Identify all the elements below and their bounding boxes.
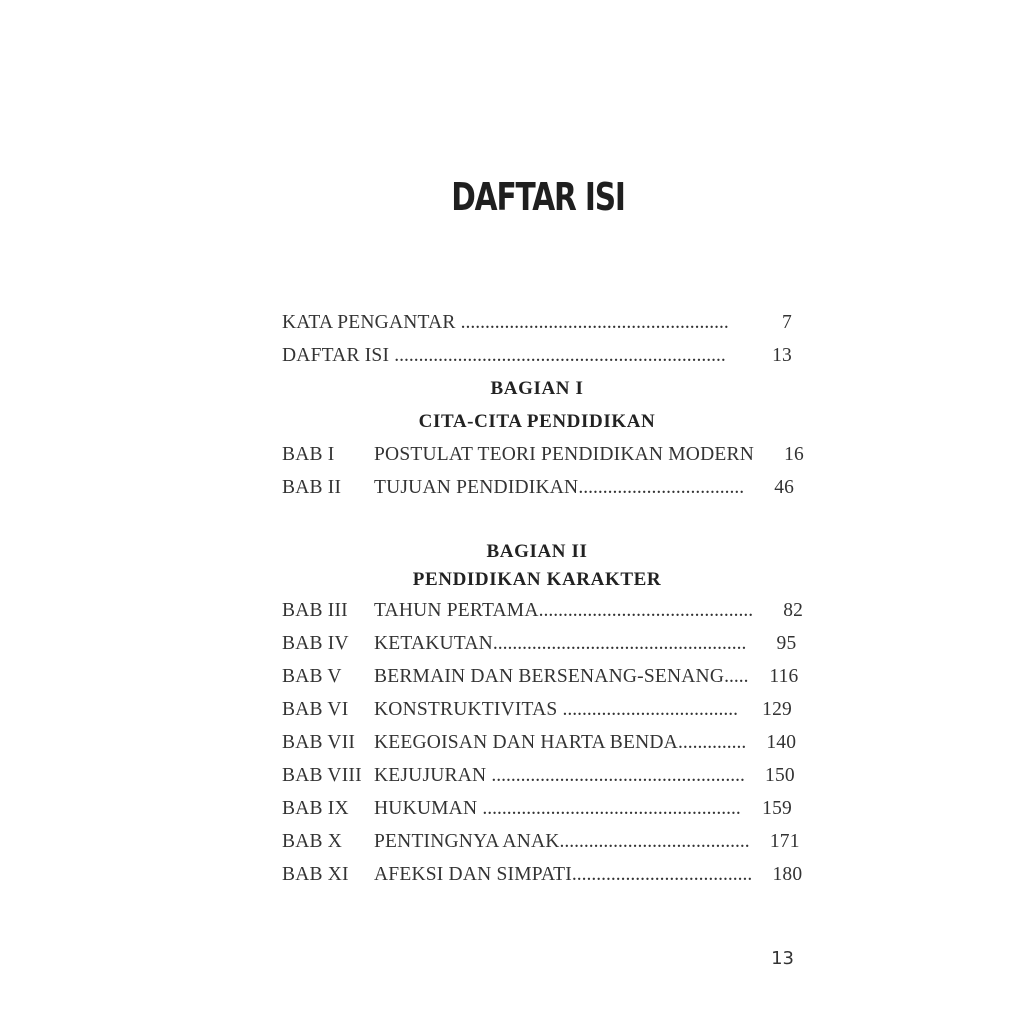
toc-entry-title: HUKUMAN ..................................................... [374, 798, 741, 819]
page-number: 13 [771, 948, 794, 969]
toc-entry-title: KATA PENGANTAR ....................................................... [282, 312, 729, 333]
toc-entry-page: 129 [762, 699, 792, 720]
chapter-number: BAB IV [282, 633, 349, 654]
toc-entry-title: KONSTRUKTIVITAS .................................... [374, 699, 739, 720]
toc-entry-title: AFEKSI DAN SIMPATI..................................... [374, 864, 753, 885]
toc-entry-title: POSTULAT TEORI PENDIDIKAN MODERN [374, 444, 754, 465]
toc-entry-page: 13 [772, 345, 792, 366]
toc-entry-bab-v[interactable] [282, 660, 799, 693]
toc-entry-kata-pengantar[interactable] [282, 306, 792, 339]
toc-entry-bab-vii[interactable] [282, 726, 797, 759]
toc-entry-title: PENTINGNYA ANAK....................................... [374, 831, 750, 852]
section-spacer [282, 504, 792, 538]
chapter-number: BAB VI [282, 699, 349, 720]
toc-entry-title: KEJUJURAN .................................................... [374, 765, 745, 786]
toc-entry-bab-i[interactable] [282, 438, 804, 471]
toc-entry-title: KETAKUTAN.................................................... [374, 633, 747, 654]
toc-entry-page: 180 [772, 864, 803, 885]
toc-entry-bab-ix[interactable] [282, 792, 792, 825]
table-of-contents [282, 306, 804, 891]
page-title: DAFTAR ISI [451, 175, 625, 220]
toc-entry-page: 16 [784, 444, 804, 465]
toc-entry-title: TAHUN PERTAMA............................................ [374, 600, 754, 621]
part-heading: BAGIAN II [486, 541, 588, 562]
toc-entry-page: 171 [769, 831, 800, 852]
toc-entry-title: KEEGOISAN DAN HARTA BENDA.............. [374, 732, 747, 753]
toc-entry-bab-viii[interactable] [282, 759, 795, 792]
part-subheading: CITA-CITA PENDIDIKAN [418, 411, 656, 432]
toc-entry-bab-iii[interactable] [282, 594, 804, 627]
chapter-number: BAB II [282, 477, 342, 498]
chapter-number: BAB XI [282, 864, 349, 885]
chapter-number: BAB X [282, 831, 343, 852]
toc-entry-bab-vi[interactable] [282, 693, 792, 726]
toc-entry-bab-xi[interactable] [282, 858, 803, 891]
toc-entry-bab-x[interactable] [282, 825, 800, 858]
toc-entry-page: 46 [774, 477, 795, 498]
chapter-number: BAB IX [282, 798, 349, 819]
toc-entry-title: BERMAIN DAN BERSENANG-SENANG..... [374, 666, 749, 687]
toc-entry-title: TUJUAN PENDIDIKAN.................................. [374, 477, 745, 498]
chapter-number: BAB VII [282, 732, 356, 753]
chapter-number: BAB VIII [282, 765, 362, 786]
part-heading: BAGIAN I [490, 378, 584, 399]
chapter-number: BAB V [282, 666, 342, 687]
toc-entry-page: 7 [782, 312, 792, 333]
toc-entry-page: 82 [783, 600, 804, 621]
toc-entry-page: 150 [765, 765, 795, 786]
toc-entry-title: DAFTAR ISI .................................................................... [282, 345, 726, 366]
chapter-number: BAB I [282, 444, 335, 465]
toc-entry-bab-ii[interactable] [282, 471, 795, 504]
part-subheading: PENDIDIKAN KARAKTER [412, 569, 662, 590]
toc-entry-page: 159 [762, 798, 792, 819]
toc-entry-bab-iv[interactable] [282, 627, 797, 660]
toc-entry-page: 116 [769, 666, 799, 687]
toc-entry-page: 140 [766, 732, 797, 753]
toc-entry-page: 95 [776, 633, 797, 654]
toc-entry-daftar-isi[interactable] [282, 339, 792, 372]
chapter-number: BAB III [282, 600, 348, 621]
